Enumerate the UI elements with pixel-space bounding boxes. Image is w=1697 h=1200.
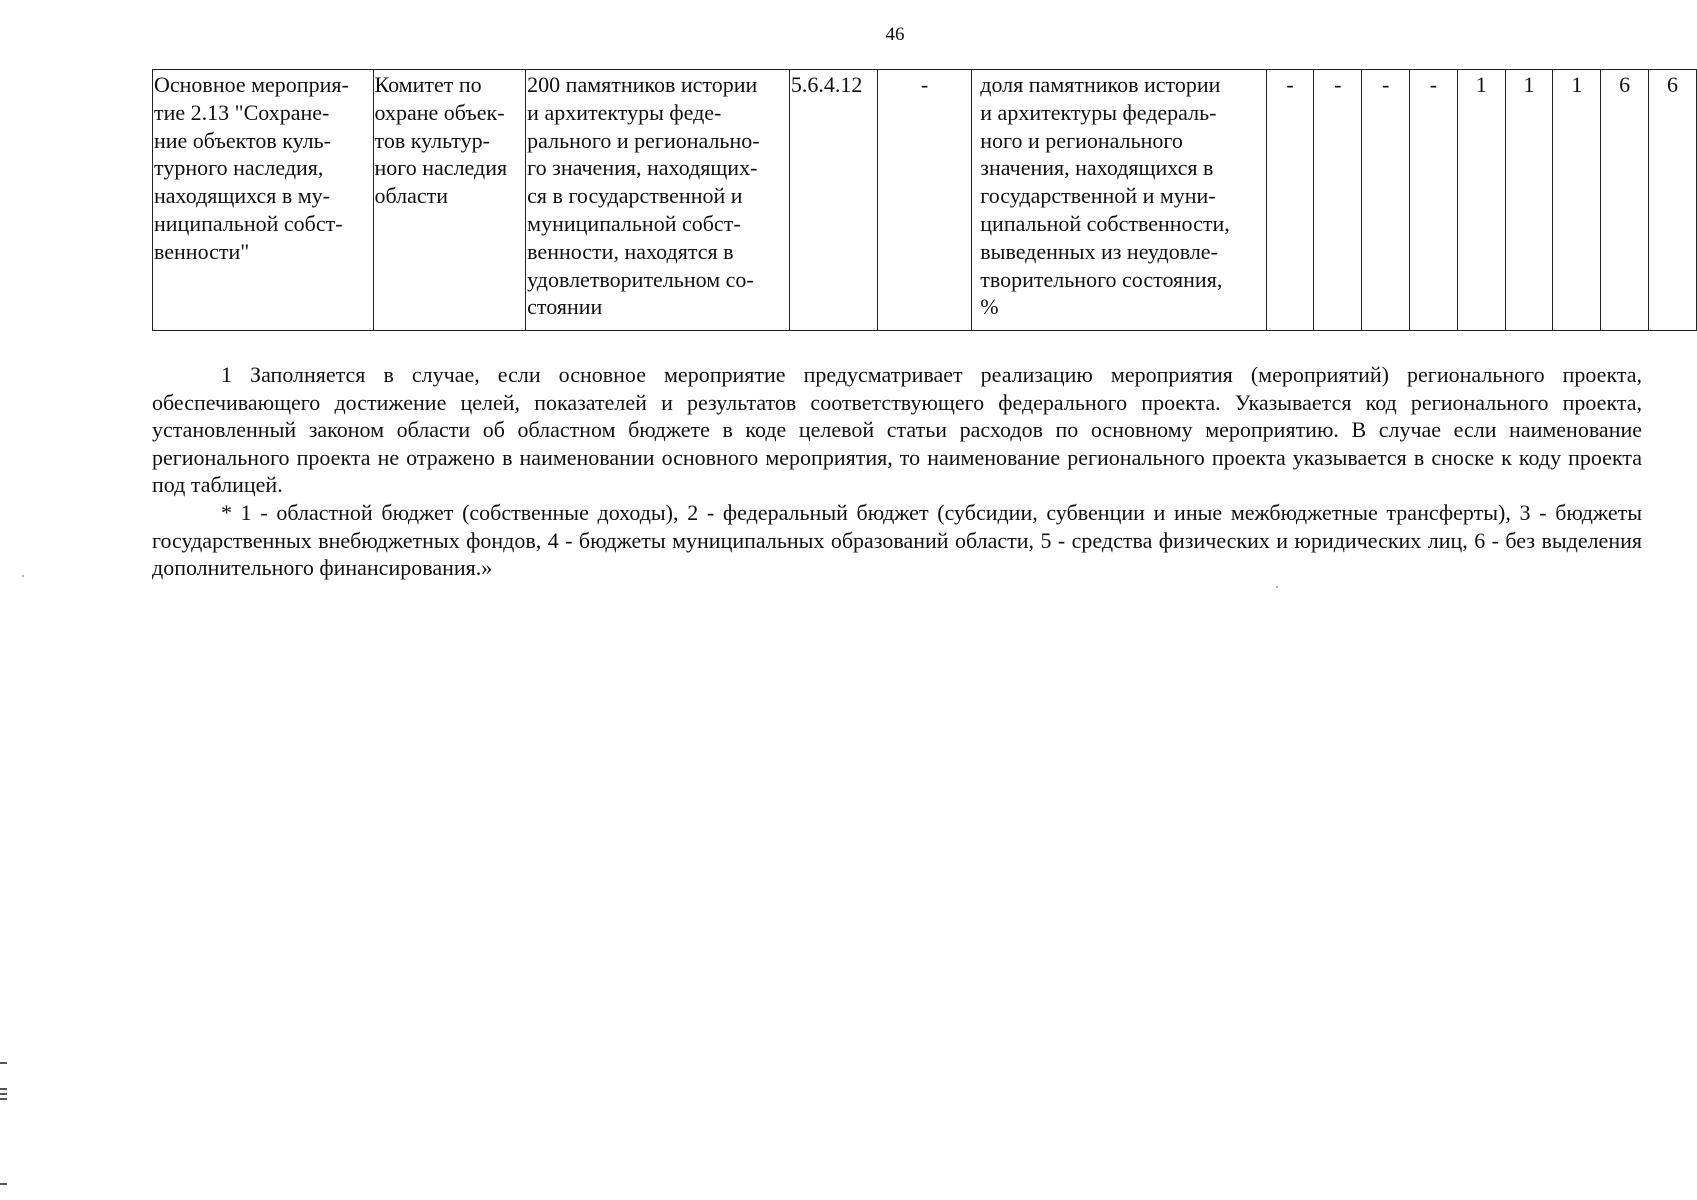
- value-cell: -: [1314, 70, 1362, 331]
- scan-speck: [1276, 586, 1278, 588]
- value-cell: -: [1410, 70, 1458, 331]
- value-cell: 6: [1649, 70, 1697, 331]
- scan-mark: [0, 1098, 7, 1100]
- footnote-funding-sources: * 1 - областной бюджет (собственные доходы), 2 - федеральный бюджет (субсидии, субвенции и иные межбюджетные трансферты), 3 - бюджеты государственных внебюджетных фондов, 4 - бюджеты муниципальных образований области, 5 - средства физических и юридических лиц, 6 - без выделения дополнительного финансирования.»: [152, 499, 1642, 581]
- result-text: 200 памятников истории и архитектуры феде- рального и регионально- го значения, находящих- ся в государственной и муниципальной собст- венности, находятся в удовлетворительном со- стоянии: [527, 72, 760, 320]
- scan-mark: [0, 1088, 7, 1090]
- value-cell: -: [1266, 70, 1314, 331]
- value-cell: 6: [1601, 70, 1649, 331]
- project-code-cell: -: [877, 70, 972, 331]
- indicator-text: доля памятников истории и архитектуры федераль- ного и регионального значения, находящихся в государственной и муни- ципальной собственности, выведенных из неудовле- творительного состояния, %: [980, 72, 1230, 320]
- code-cell: 5.6.4.12: [789, 70, 877, 331]
- value-cell: 1: [1553, 70, 1601, 331]
- program-table: [152, 69, 1697, 331]
- value-cell: 1: [1505, 70, 1553, 331]
- result-cell: [526, 70, 790, 331]
- event-text: Основное мероприя- тие 2.13 "Сохране- ние объектов куль- турного наследия, находящихся в му- ниципальной собст- венности": [154, 72, 349, 264]
- value-cell: 1: [1457, 70, 1505, 331]
- scan-speck: [22, 575, 24, 577]
- scan-mark: [0, 1093, 7, 1095]
- responsible-text: Комитет по охране объек- тов культур- ного наследия области: [374, 72, 508, 209]
- responsible-cell: [373, 70, 526, 331]
- scan-mark: [0, 1062, 7, 1064]
- footnotes: [152, 361, 1642, 582]
- footnote-1: 1 Заполняется в случае, если основное мероприятие предусматривает реализацию мероприятия (мероприятий) регионального проекта, обеспечивающего достижение целей, показателей и результатов соответствующего федерального проекта. Указывается код регионального проекта, установленный законом области об областном бюджете в коде целевой статьи расходов по основному мероприятию. В случае если наименование регионального проекта не отражено в наименовании основного мероприятия, то наименование регионального проекта указывается в сноске к коду проекта под таблицей.: [152, 362, 1642, 498]
- page-number: 46: [885, 24, 905, 45]
- scan-mark: [0, 1183, 7, 1185]
- indicator-cell: [972, 70, 1266, 331]
- table-row: [153, 70, 1697, 331]
- event-cell: [153, 70, 374, 331]
- value-cell: -: [1362, 70, 1410, 331]
